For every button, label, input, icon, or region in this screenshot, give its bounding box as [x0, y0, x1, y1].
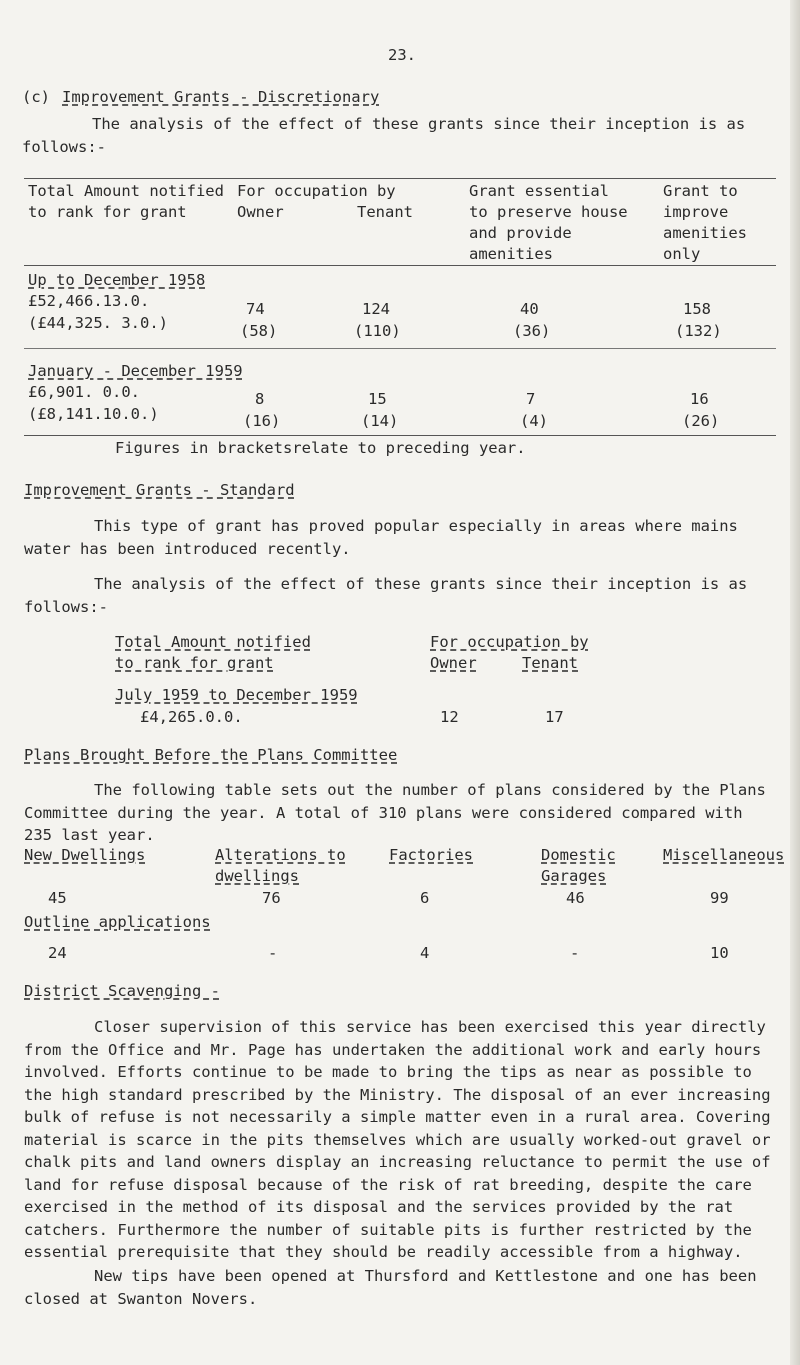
- std-amount: £4,265.0.0.: [140, 708, 243, 726]
- row2-tenant-prev: (14): [361, 412, 399, 430]
- hdr-essential-2: to preserve house: [469, 203, 628, 221]
- plans-r2-garages: -: [570, 944, 580, 962]
- hdr-improve-3: amenities: [663, 224, 747, 242]
- plans-hdr-alterations-2: dwellings: [215, 867, 299, 885]
- plans-hdr-domestic-2: Garages: [541, 867, 607, 885]
- row1-period: Up to December 1958: [28, 271, 206, 289]
- standard-heading: Improvement Grants - Standard: [24, 481, 295, 499]
- row1-improve-prev: (132): [675, 322, 722, 340]
- std-hdr-tenant: Tenant: [522, 654, 578, 672]
- plans-hdr-misc: Miscellaneous: [663, 846, 785, 864]
- row1-essential: 40: [520, 300, 539, 318]
- table-top-rule: [24, 178, 776, 179]
- plans-r2-misc: 10: [710, 944, 729, 962]
- plans-hdr-factories: Factories: [389, 846, 473, 864]
- hdr-essential-3: and provide: [469, 224, 572, 242]
- hdr-improve-4: only: [663, 245, 701, 263]
- plans-hdr-alterations-1: Alterations to: [215, 846, 346, 864]
- standard-para-2: The analysis of the effect of these grants since their inception is as follows:-: [24, 575, 748, 616]
- row2-essential-prev: (4): [520, 412, 548, 430]
- row2-amount: £6,901. 0.0.: [28, 383, 140, 401]
- std-tenant-value: 17: [545, 708, 564, 726]
- row2-period: January - December 1959: [28, 362, 243, 380]
- row1-tenant: 124: [362, 300, 390, 318]
- plans-r1-misc: 99: [710, 889, 729, 907]
- hdr-occupation: For occupation by: [237, 182, 396, 200]
- row1-owner-prev: (58): [240, 322, 278, 340]
- plans-hdr-domestic-1: Domestic: [541, 846, 616, 864]
- std-hdr-total-2: to rank for grant: [115, 654, 274, 672]
- row2-improve-prev: (26): [682, 412, 720, 430]
- plans-r1-alterations: 76: [262, 889, 281, 907]
- row2-owner: 8: [255, 390, 265, 408]
- plans-r2-new: 24: [48, 944, 67, 962]
- std-hdr-total-1: Total Amount notified: [115, 633, 311, 651]
- hdr-improve-1: Grant to: [663, 182, 738, 200]
- std-period: July 1959 to December 1959: [115, 686, 358, 704]
- row2-essential: 7: [526, 390, 536, 408]
- table-header-rule: [24, 265, 776, 266]
- page-edge-shadow: [790, 0, 800, 1365]
- plans-heading: Plans Brought Before the Plans Committee: [24, 746, 398, 764]
- plans-r2-factories: 4: [420, 944, 430, 962]
- scavenging-para-2: New tips have been opened at Thursford and Kettlestone and one has been closed at Swanton Novers.: [24, 1267, 757, 1308]
- row1-improve: 158: [683, 300, 711, 318]
- hdr-owner: Owner: [237, 203, 284, 221]
- page-number: 23.: [388, 46, 416, 64]
- hdr-essential-4: amenities: [469, 245, 553, 263]
- row2-owner-prev: (16): [243, 412, 281, 430]
- table-bottom-rule: [24, 435, 776, 436]
- scavenging-heading: District Scavenging -: [24, 982, 220, 1000]
- hdr-improve-2: improve: [663, 203, 729, 221]
- std-owner-value: 12: [440, 708, 459, 726]
- plans-hdr-new: New Dwellings: [24, 846, 146, 864]
- row1-amount: £52,466.13.0.: [28, 292, 150, 310]
- row2-tenant: 15: [368, 390, 387, 408]
- row1-owner: 74: [246, 300, 265, 318]
- hdr-essential-1: Grant essential: [469, 182, 609, 200]
- outline-label: Outline applications: [24, 913, 211, 931]
- hdr-tenant: Tenant: [357, 203, 413, 221]
- std-hdr-occupation: For occupation by: [430, 633, 589, 651]
- row1-essential-prev: (36): [513, 322, 551, 340]
- brackets-note: Figures in bracketsrelate to preceding year.: [115, 439, 526, 457]
- row2-improve: 16: [690, 390, 709, 408]
- table-row-rule: [24, 348, 776, 349]
- hdr-total-1: Total Amount notified: [28, 182, 224, 200]
- row1-tenant-prev: (110): [354, 322, 401, 340]
- standard-para-1: This type of grant has proved popular especially in areas where mains water has been introduced recently.: [24, 517, 738, 558]
- plans-r1-new: 45: [48, 889, 67, 907]
- section-c-intro: The analysis of the effect of these grants since their inception is as follows:-: [22, 115, 746, 156]
- section-c-prefix: (c): [22, 88, 50, 106]
- plans-r1-factories: 6: [420, 889, 430, 907]
- hdr-total-2: to rank for grant: [28, 203, 187, 221]
- row2-amount-prev: (£8,141.10.0.): [28, 405, 159, 423]
- scavenging-para-1: Closer supervision of this service has been exercised this year directly from the Office and Mr. Page has undertaken the additional work and early hours involved. Efforts continue to be made to bring the tips as near as possible to the high standard prescribed by the Ministry. The disposal of an ever increasing bulk of refuse is not necessarily a simple matter even in a rural area. Covering material is scarce in the pits themselves which are usually worked-out gravel or chalk pits and land owners display an increasing reluctance to permit the use of land for refuse disposal because of the risk of rat breeding, despite the care exercised in the method of its disposal and the services provided by the rat catchers. Furthermore the number of suitable pits is further restricted by the essential prerequisite that they should be readily accessible from a highway.: [24, 1018, 771, 1261]
- plans-para: The following table sets out the number of plans considered by the Plans Committee during the year. A total of 310 plans were considered compared with 235 last year.: [24, 781, 766, 844]
- section-c-heading: Improvement Grants - Discretionary: [62, 88, 380, 106]
- plans-r1-garages: 46: [566, 889, 585, 907]
- std-hdr-owner: Owner: [430, 654, 477, 672]
- row1-amount-prev: (£44,325. 3.0.): [28, 314, 168, 332]
- plans-r2-alterations: -: [268, 944, 278, 962]
